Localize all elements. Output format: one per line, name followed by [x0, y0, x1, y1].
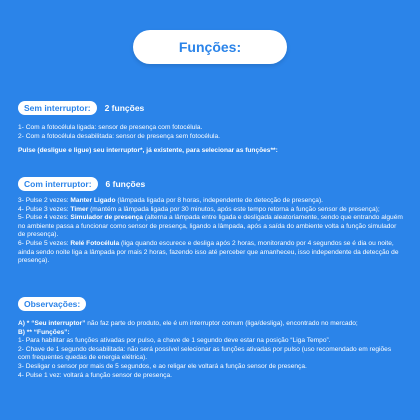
note-b-line-4: 4- Pulse 1 vez: voltará a função sensor de presença. [18, 371, 172, 379]
function-item-4: 4- Pulse 3 vezes: Timer (mantém a lâmpada ligada por 30 minutos, após este tempo retorna a função sensor de presença); [18, 205, 380, 213]
note-b-line-3: 3- Desligar o sensor por mais de 5 segundos, e ao religar ele voltará a função sensor de presença. [18, 362, 307, 370]
section-tag-notes: Observações: [18, 297, 86, 311]
function-name-presence-simulator: Simulador de presença [70, 214, 143, 222]
function-item-6: 6- Pulse 5 vezes: Relé Fotocélula (liga quando escurece e desliga após 2 horas, monitorando por 4 segundos se é dia ou noite, ainda sendo noite liga a lâmpada por mais 2 horas, fazendo isso até perceber que amanheceu, isso independente da detecção de presença). [18, 239, 399, 265]
function-line-1: 1- Com a fotocélula ligada: sensor de presença com fotocélula. [18, 124, 203, 131]
function-name-keep-on: Manter Ligado [70, 197, 116, 204]
section-tag-no-switch: Sem interruptor: [18, 101, 97, 115]
function-item-5: 5- Pulse 4 vezes: Simulador de presença (alterna a lâmpada entre ligada e desligada aleatoriamente, sendo que entrando alguém no ambiente passa a funcionar como sensor de presença, ligando a lâmpada, após a saída do ambiente volta a função simulador de presença). [18, 214, 403, 239]
note-b-line-1: 1- Para habilitar as funções ativadas por pulso, a chave de 1 segundo deve estar na posição “Liga Tempo”. [18, 337, 331, 345]
section-caption-6-functions: 6 funções [105, 179, 146, 189]
function-item-3: 3- Pulse 2 vezes: Manter Ligado (lâmpada ligada por 8 horas, independente de detecção de presença). [18, 197, 323, 204]
section-notes-body [18, 320, 404, 380]
section-caption-2-functions: 2 funções [104, 103, 145, 113]
note-a: A) * “Seu interruptor” não faz parte do produto, ele é um interruptor comum (liga/desliga), encontrado no mercado; [18, 320, 358, 327]
page-title: Funções: [133, 30, 287, 64]
section-no-switch-body [18, 124, 404, 156]
function-name-photocell-relay: Relé Fotocélula [70, 239, 120, 247]
section-with-switch-body [18, 197, 404, 266]
section-no-switch-header [18, 101, 144, 115]
section-notes-header [18, 297, 86, 311]
section-tag-with-switch: Com interruptor: [18, 177, 98, 191]
pulse-note: Pulse (desligue e ligue) seu interruptor*, já existente, para selecionar as funções**: [18, 147, 278, 155]
note-b-heading: B) ** “Funções”: [18, 328, 70, 336]
section-with-switch-header [18, 177, 145, 191]
note-b-line-2: 2- Chave de 1 segundo desabilitada: não será possível selecionar as funções ativadas por pulso (uso recomendado em regiões com frequentes quedas de energia elétrica). [18, 345, 392, 362]
function-name-timer: Timer [70, 205, 89, 213]
function-line-2: 2- Com a fotocélula desabilitada: sensor de presença sem fotocélula. [18, 132, 220, 140]
